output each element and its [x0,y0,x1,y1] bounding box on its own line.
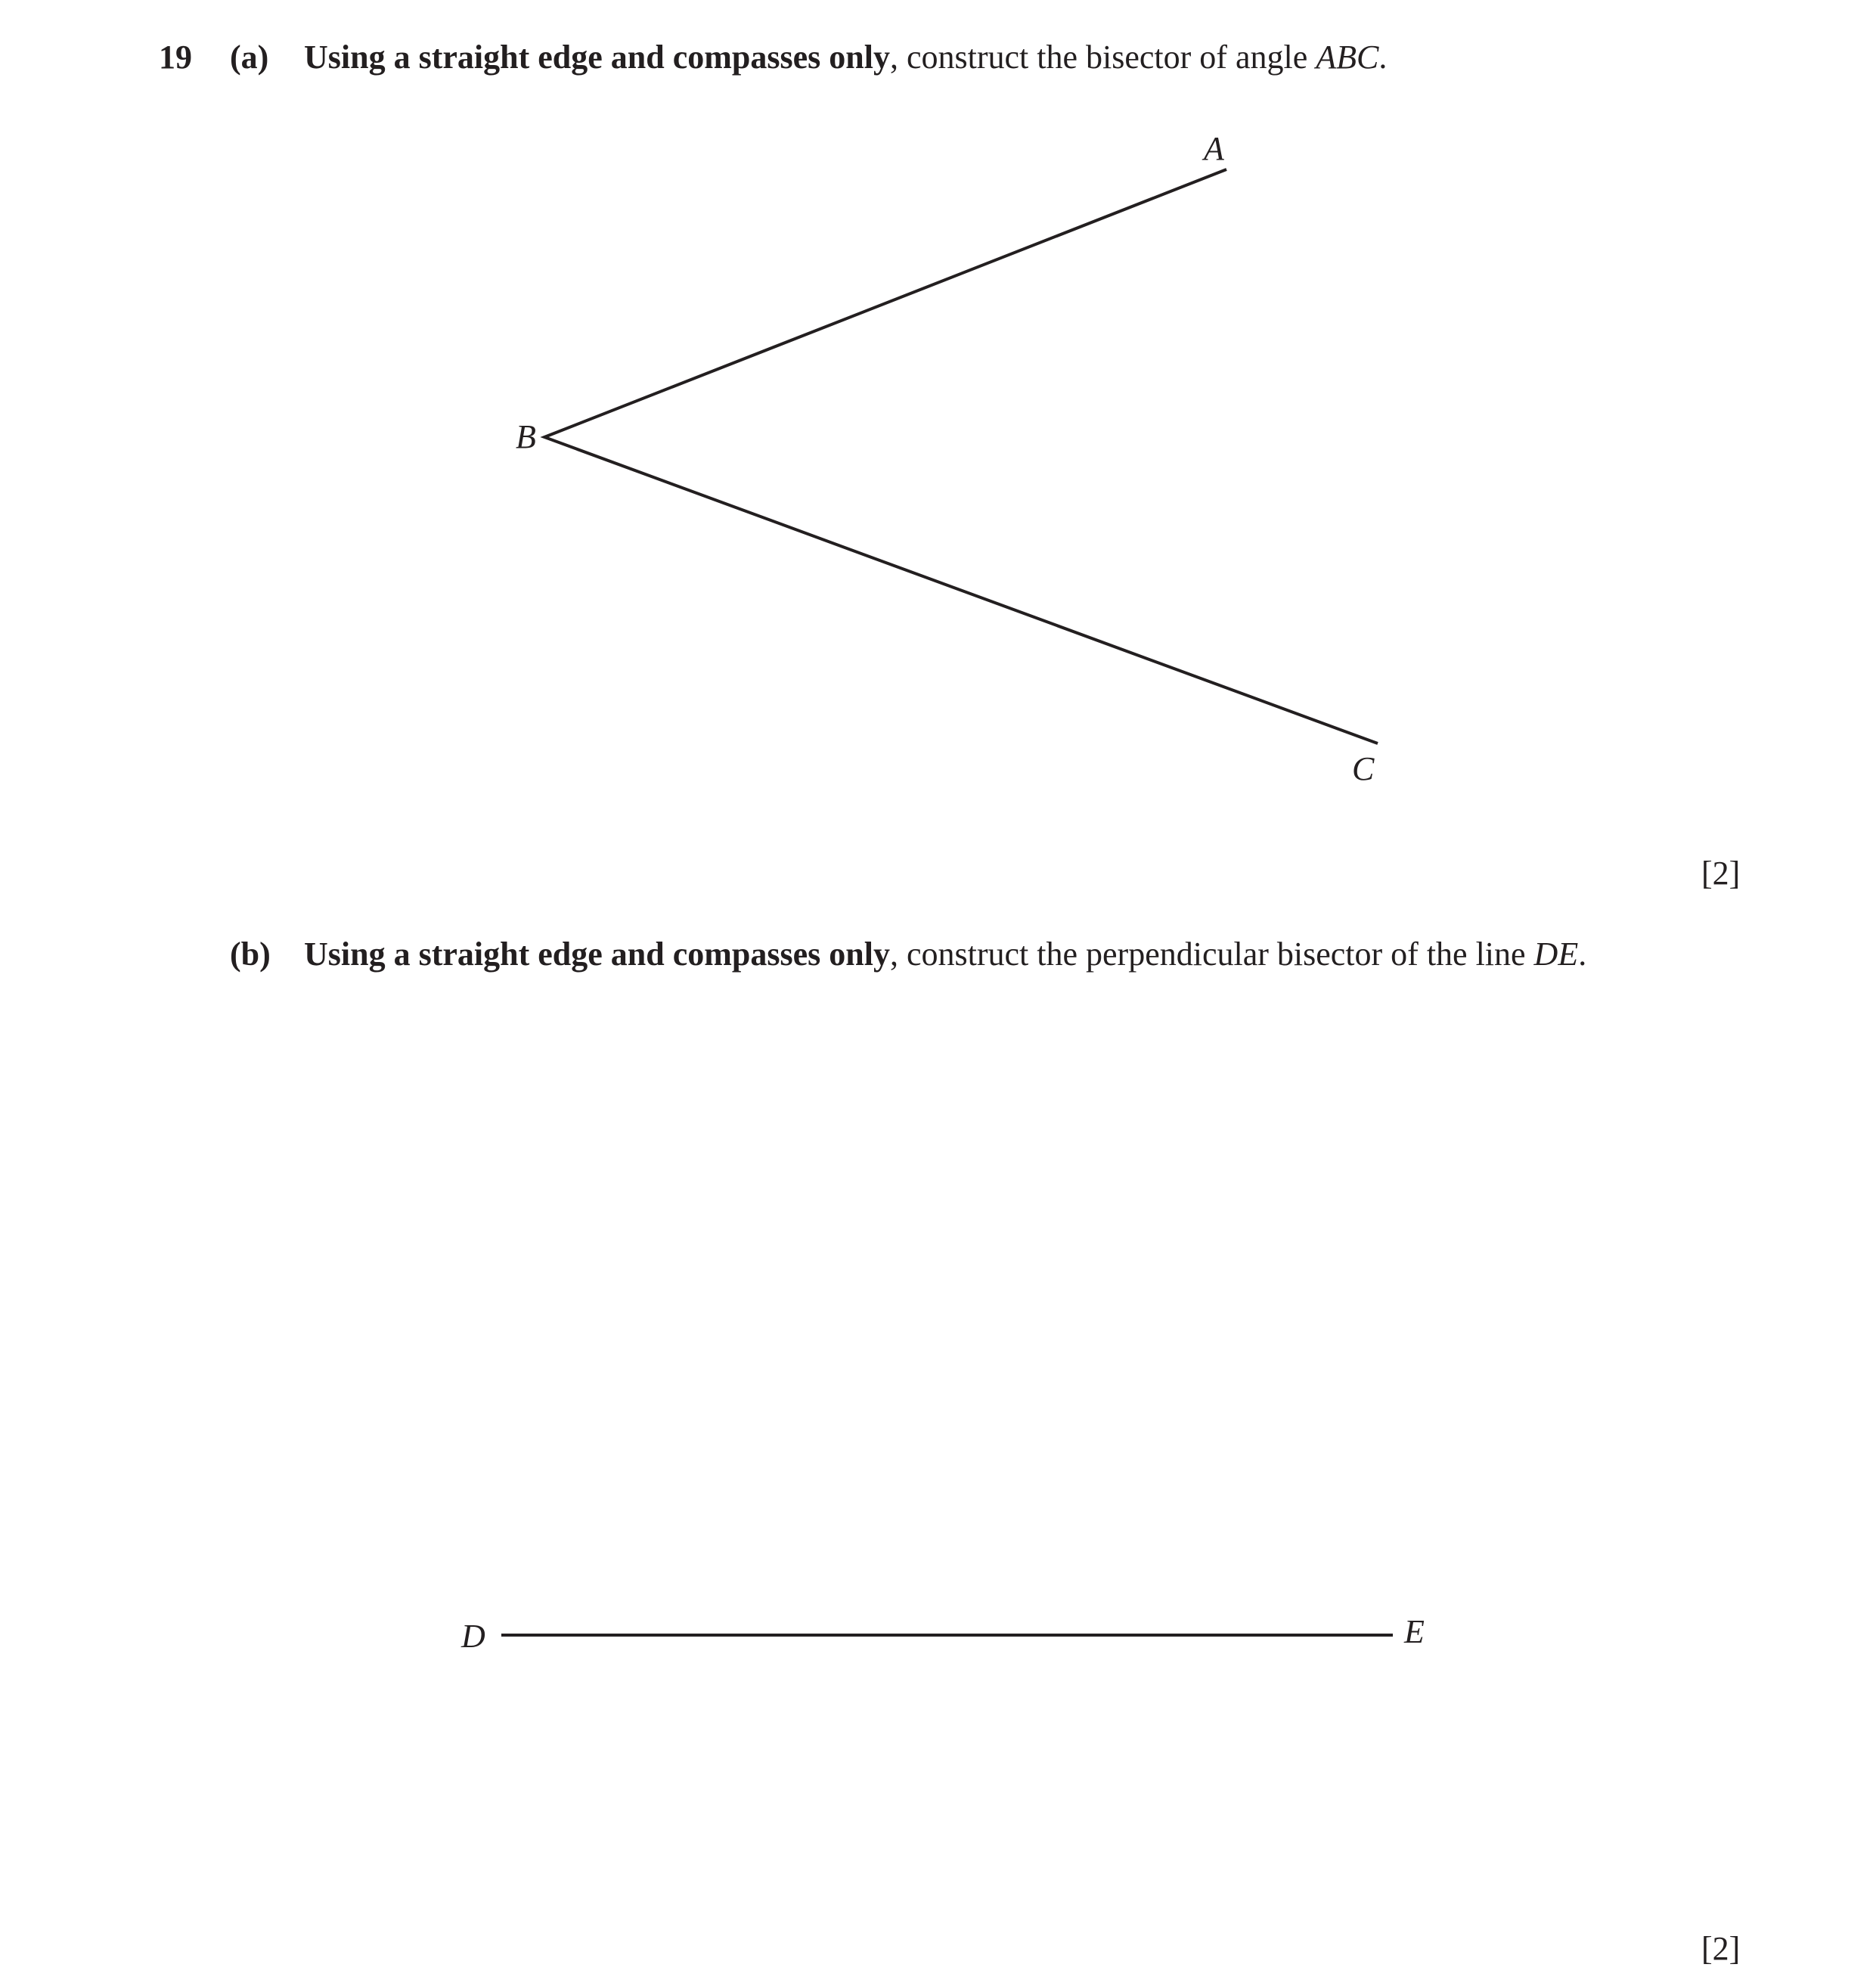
part-b-instruction-end: . [1578,936,1587,973]
point-label-a: A [1204,130,1224,167]
part-b-instruction-rest: , construct the perpendicular bisector of the line [889,936,1534,973]
point-label-e: E [1404,1613,1425,1650]
part-a-label: (a) [230,39,269,76]
point-label-c: C [1352,750,1375,787]
question-number: 19 [159,39,192,76]
part-a-angle-name: ABC [1316,39,1379,76]
angle-abc-diagram [516,130,1378,787]
angle-abc-arms [544,169,1378,743]
part-a-marks: [2] [1701,855,1741,892]
part-b-instruction [304,938,1586,971]
part-a-instruction-end: . [1378,39,1388,76]
point-label-b: B [516,418,536,455]
part-b-instruction-bold: Using a straight edge and compasses only [304,936,890,973]
part-b-label: (b) [230,936,271,973]
part-b-line-name: DE [1533,936,1579,973]
part-b-marks: [2] [1701,1930,1741,1967]
part-a-instruction-rest: , construct the bisector of angle [889,39,1316,76]
part-a-instruction-bold: Using a straight edge and compasses only [304,39,890,76]
line-de-diagram [460,1613,1425,1655]
point-label-d: D [461,1618,485,1655]
